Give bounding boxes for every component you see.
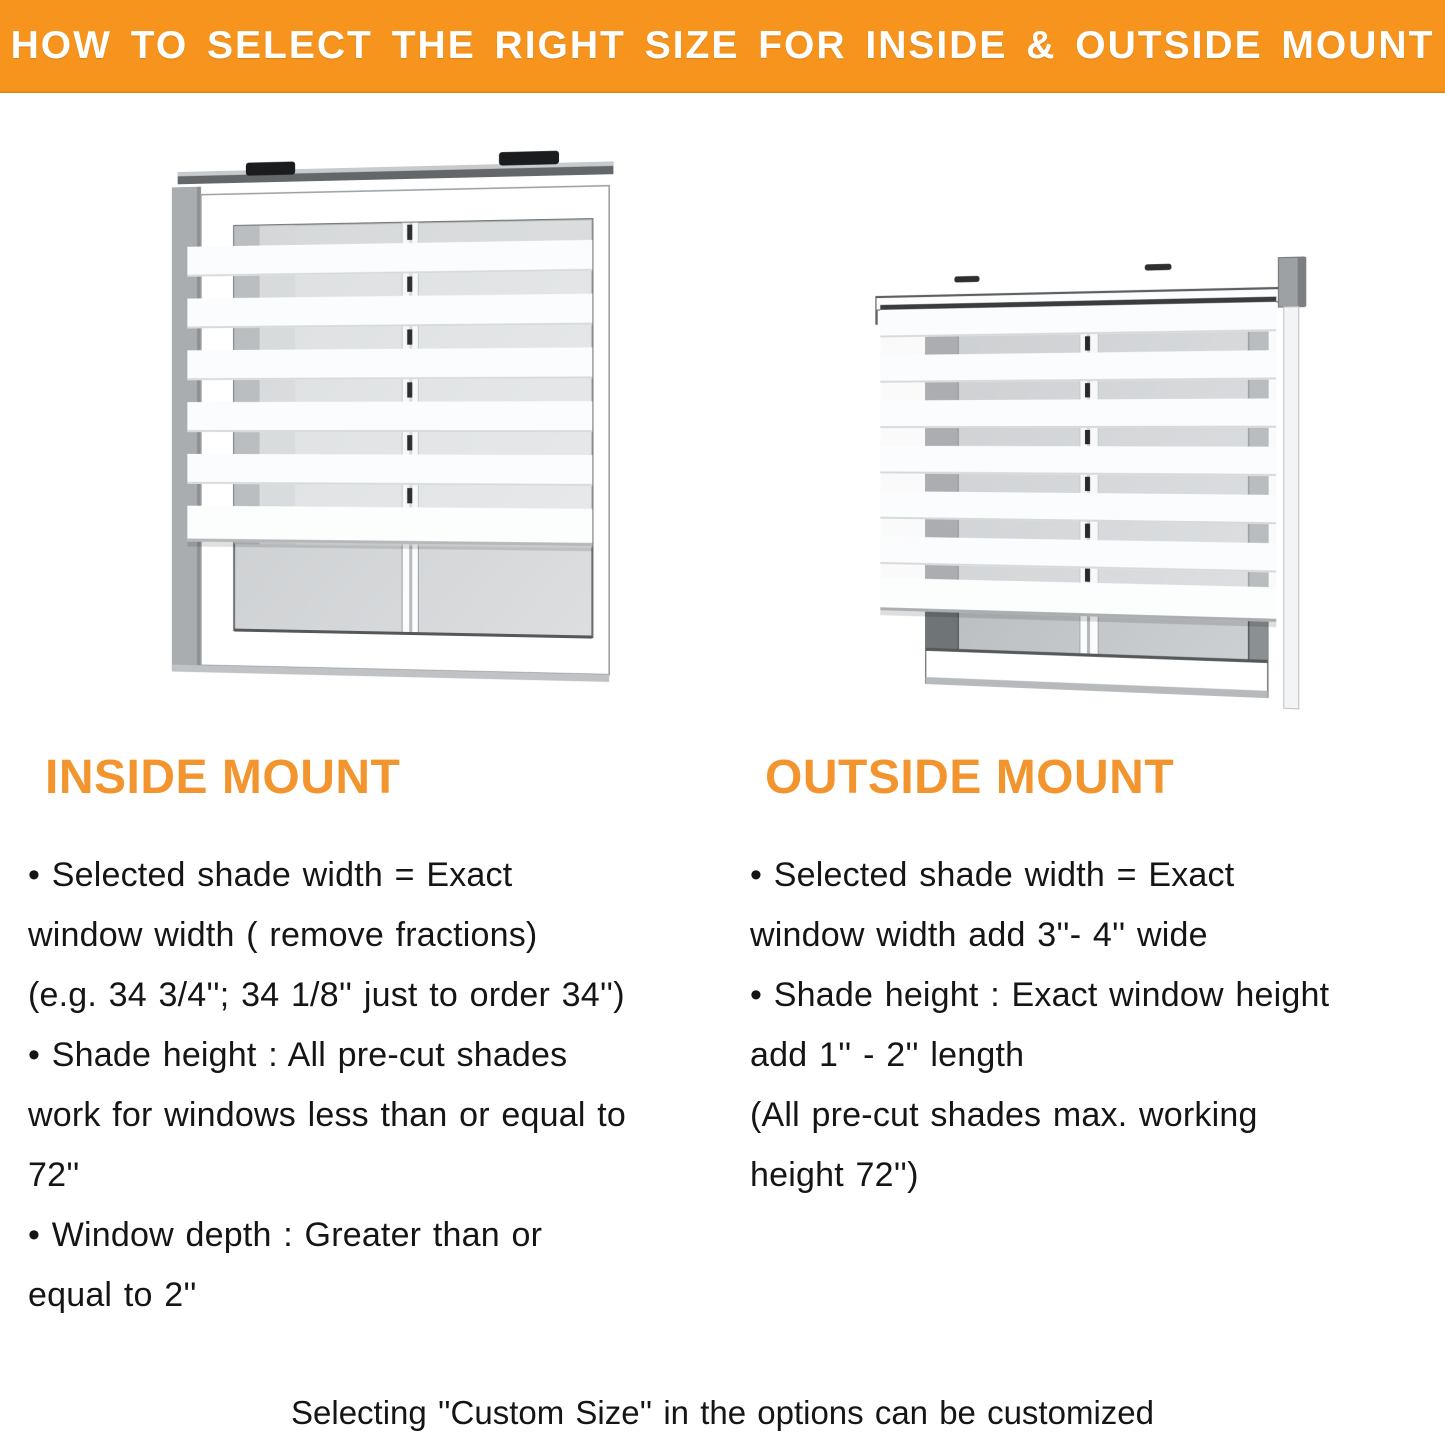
text-line: work for windows less than or equal to bbox=[28, 1096, 626, 1134]
inside-mount-text bbox=[28, 845, 626, 1325]
text-line: • Window depth : Greater than or bbox=[28, 1216, 543, 1254]
text-line: window width ( remove fractions) bbox=[28, 916, 538, 954]
outside-mount-heading: OUTSIDE MOUNT bbox=[765, 751, 1175, 804]
mounting-clip bbox=[499, 151, 559, 166]
text-line: • Selected shade width = Exact bbox=[28, 856, 513, 894]
inside-mount-window-drawing bbox=[157, 140, 624, 711]
screw-mark bbox=[1145, 264, 1172, 271]
zebra-blind bbox=[880, 297, 1276, 628]
text-line: height 72'') bbox=[750, 1156, 919, 1194]
inside-mount-heading: INSIDE MOUNT bbox=[45, 751, 401, 804]
page-title: HOW TO SELECT THE RIGHT SIZE FOR INSIDE & OUTSIDE MOUNT bbox=[10, 23, 1435, 67]
headrail bbox=[178, 149, 614, 184]
outside-mount-text bbox=[750, 845, 1329, 1205]
bottom-rail bbox=[187, 506, 592, 552]
inside-mount-illustration bbox=[150, 146, 620, 704]
text-line: (All pre-cut shades max. working bbox=[750, 1096, 1258, 1134]
text-line: 72'' bbox=[28, 1156, 80, 1194]
outside-mount-illustration bbox=[852, 140, 1310, 725]
header-banner bbox=[0, 0, 1445, 93]
text-line: add 1'' - 2'' length bbox=[750, 1036, 1025, 1074]
text-line: • Shade height : Exact window height bbox=[750, 976, 1330, 1014]
zebra-blind bbox=[187, 219, 592, 551]
mounting-clip bbox=[246, 161, 295, 175]
footer-note: Selecting ''Custom Size'' in the options can be customized bbox=[291, 1394, 1154, 1431]
text-line: (e.g. 34 3/4''; 34 1/8'' just to order 34'') bbox=[28, 976, 625, 1014]
side-rail bbox=[1284, 307, 1299, 709]
outside-mount-window-drawing bbox=[863, 129, 1315, 736]
text-line: • Shade height : All pre-cut shades bbox=[28, 1036, 568, 1074]
text-line: • Selected shade width = Exact bbox=[750, 856, 1235, 894]
screw-mark bbox=[954, 276, 979, 283]
text-line: window width add 3''- 4'' wide bbox=[750, 916, 1208, 954]
text-line: equal to 2'' bbox=[28, 1276, 197, 1314]
